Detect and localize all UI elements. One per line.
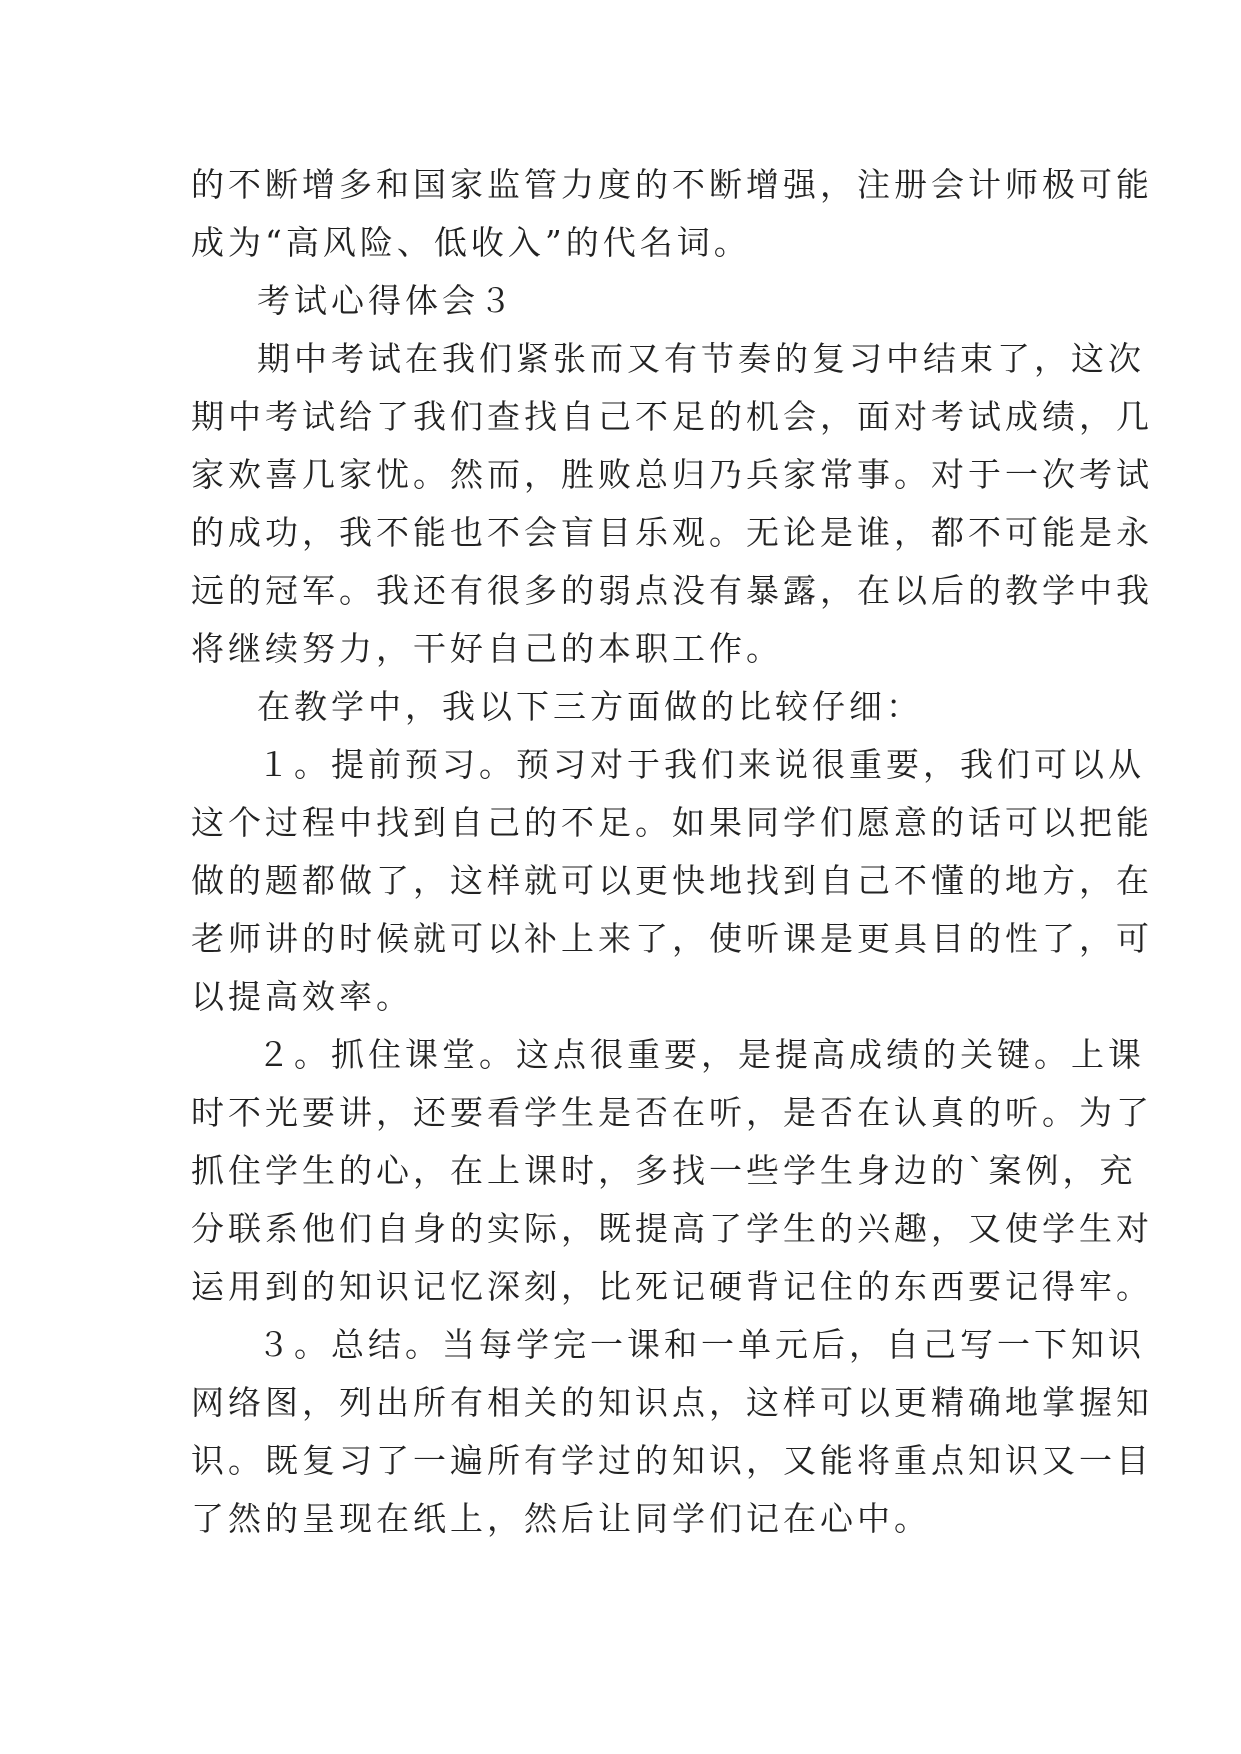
paragraph-point-1	[191, 736, 1153, 1026]
text-line: 识。既复习了一遍所有学过的知识，又能将重点知识又一目	[191, 1441, 1153, 1480]
text-line: 将继续努力，干好自己的本职工作。	[191, 629, 783, 668]
paragraph-teaching-intro	[191, 678, 1051, 736]
text-line: 远的冠军。我还有很多的弱点没有暴露，在以后的教学中我	[191, 571, 1153, 610]
text-line: 老师讲的时候就可以补上来了，使听课是更具目的性了，可	[191, 919, 1153, 958]
text-line: 的不断增多和国家监管力度的不断增强，注册会计师极可能	[191, 165, 1153, 204]
paragraph-point-2	[191, 1026, 1153, 1316]
text-line: 分联系他们自身的实际，既提高了学生的兴趣，又使学生对	[191, 1209, 1153, 1248]
text-line: 抓住学生的心，在上课时，多找一些学生身边的`案例，充	[191, 1151, 1137, 1190]
paragraph-midterm	[191, 330, 1153, 678]
text-line: 期中考试在我们紧张而又有节奏的复习中结束了，这次	[257, 339, 1145, 378]
text-line: 的成功，我不能也不会盲目乐观。无论是谁，都不可能是永	[191, 513, 1153, 552]
text-line: 家欢喜几家忧。然而，胜败总归乃兵家常事。对于一次考试	[191, 455, 1153, 494]
text-line: 运用到的知识记忆深刻，比死记硬背记住的东西要记得牢。	[191, 1267, 1153, 1306]
text-line: 在教学中，我以下三方面做的比较仔细：	[257, 687, 923, 726]
text-line: 网络图，列出所有相关的知识点，这样可以更精确地掌握知	[191, 1383, 1153, 1422]
document-body	[191, 156, 1153, 1548]
text-line: 期中考试给了我们查找自己不足的机会，面对考试成绩，几	[191, 397, 1153, 436]
paragraph-point-3	[191, 1316, 1153, 1548]
text-line: ２。抓住课堂。这点很重要，是提高成绩的关键。上课	[257, 1035, 1145, 1074]
text-line: 这个过程中找到自己的不足。如果同学们愿意的话可以把能	[191, 803, 1153, 842]
section-heading	[191, 272, 1051, 330]
paragraph-intro-continuation	[191, 156, 1153, 272]
text-line: ３。总结。当每学完一课和一单元后，自己写一下知识	[257, 1325, 1145, 1364]
text-line: 做的题都做了，这样就可以更快地找到自己不懂的地方，在	[191, 861, 1153, 900]
text-line: 时不光要讲，还要看学生是否在听，是否在认真的听。为了	[191, 1093, 1153, 1132]
text-line: 以提高效率。	[191, 977, 413, 1016]
text-line: 了然的呈现在纸上，然后让同学们记在心中。	[191, 1499, 931, 1538]
text-line: 成为“高风险、低收入”的代名词。	[191, 223, 751, 262]
heading-text: 考试心得体会３	[257, 281, 516, 320]
text-line: １。提前预习。预习对于我们来说很重要，我们可以从	[257, 745, 1145, 784]
